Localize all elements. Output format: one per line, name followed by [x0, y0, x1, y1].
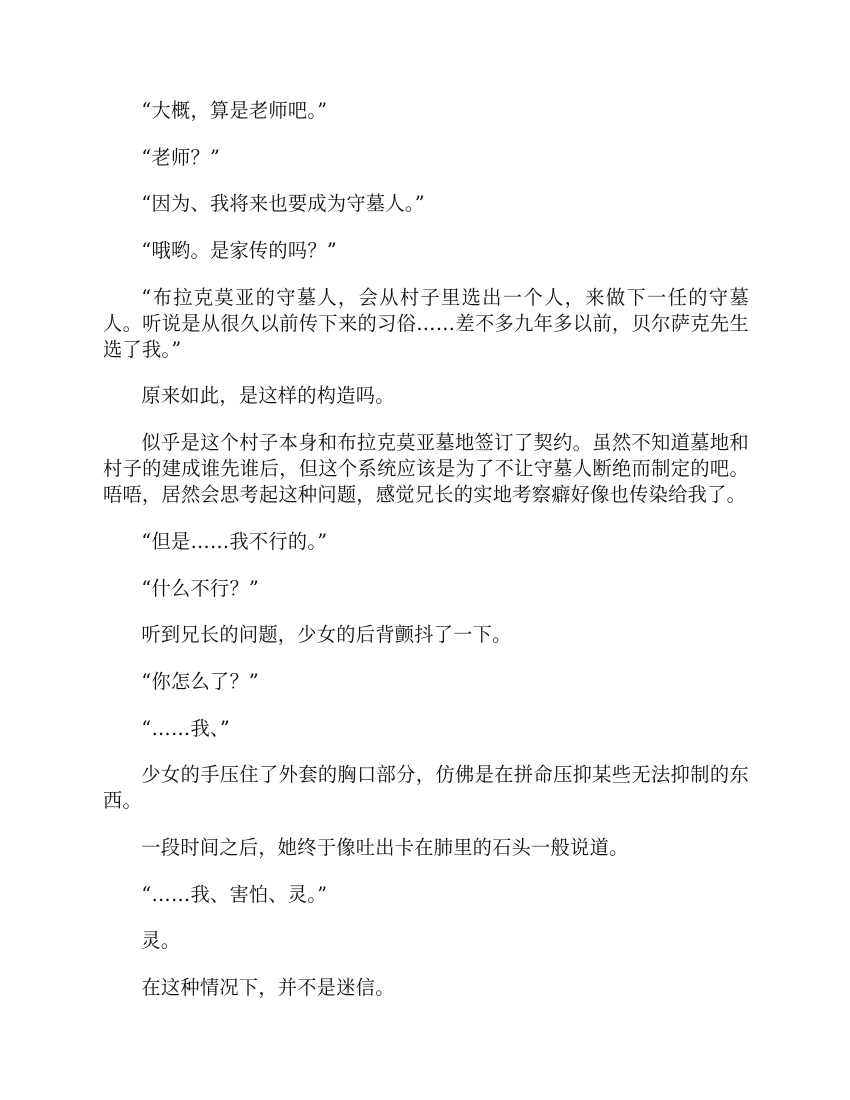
- paragraph: “你怎么了？”: [141, 669, 260, 693]
- paragraph: “老师？”: [141, 145, 221, 169]
- paragraph: 听到兄长的问题，少女的后背颤抖了一下。: [141, 623, 512, 647]
- paragraph: 原来如此，是这样的构造吗。: [141, 384, 395, 408]
- paragraph: “因为、我将来也要成为守墓人。”: [141, 192, 425, 216]
- paragraph: “大概，算是老师吧。”: [141, 99, 328, 122]
- paragraph: 少女的手压住了外套的胸口部分，仿佛是在拼命压抑某些无法抑制的东西。: [103, 763, 749, 813]
- paragraph: “……我、”: [141, 716, 230, 740]
- paragraph: “哦哟。是家传的吗？”: [141, 239, 337, 263]
- paragraph: “……我、害怕、灵。”: [141, 882, 328, 906]
- paragraph: “但是……我不行的。”: [141, 529, 328, 553]
- paragraph: 在这种情况下，并不是迷信。: [141, 976, 395, 999]
- paragraph: “什么不行？”: [141, 576, 260, 600]
- paragraph: 灵。: [141, 929, 181, 953]
- paragraph: 似乎是这个村子本身和布拉克莫亚墓地签订了契约。虽然不知道墓地和村子的建成谁先谁后，但这个系统应该是为了不让守墓人断绝而制定的吧。唔唔，居然会思考起这种问题，感觉兄长的实地考察癖好像也传染给我了。: [103, 431, 749, 507]
- paragraph: 一段时间之后，她终于像吐出卡在肺里的石头一般说道。: [141, 835, 629, 859]
- text-body: [103, 98, 749, 1022]
- paragraph: “布拉克莫亚的守墓人，会从村子里选出一个人，来做下一任的守墓人。听说是从很久以前传下来的习俗……差不多九年多以前，贝尔萨克先生选了我。”: [103, 285, 749, 361]
